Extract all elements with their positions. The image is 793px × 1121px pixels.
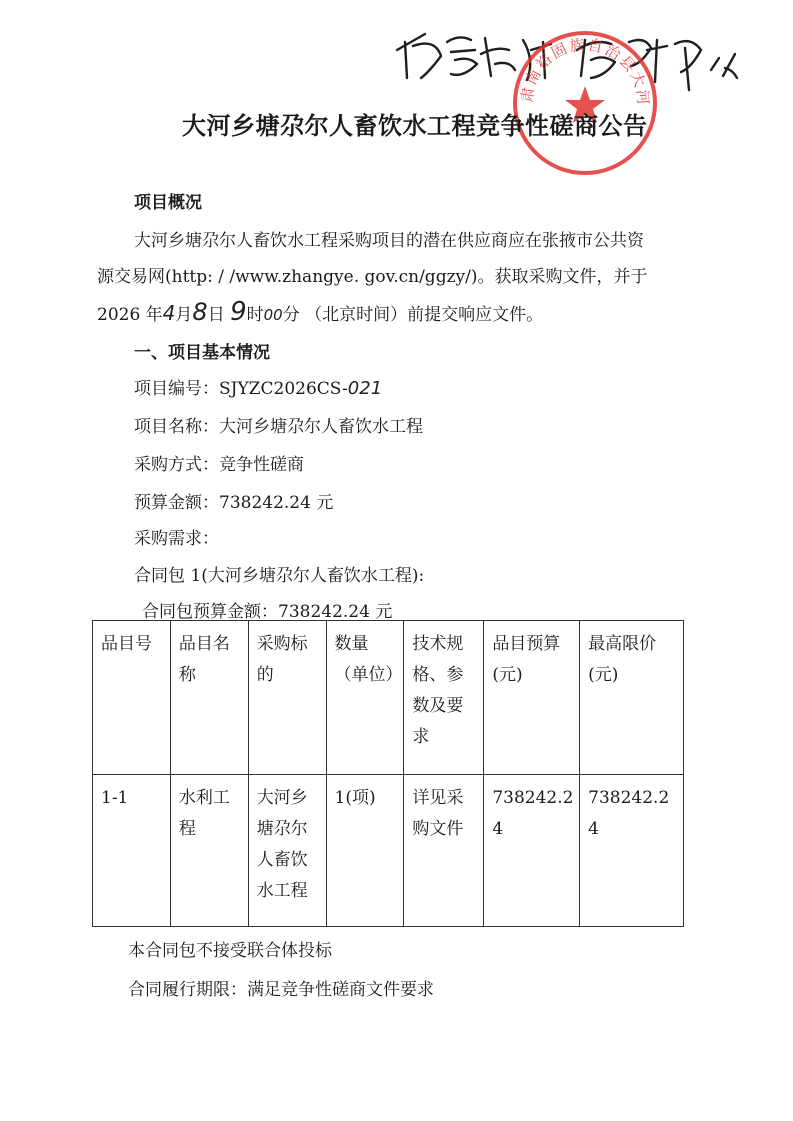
table-header-cell: 品目名称 [170, 621, 248, 775]
procurement-method: 采购方式：竞争性磋商 [134, 455, 304, 475]
table-header-cell: 数量（单位） [326, 621, 404, 775]
items-table [92, 620, 684, 927]
table-row [93, 775, 684, 927]
project-number-handwritten: 021 [347, 378, 383, 399]
page-title: 大河乡塘尕尔人畜饮水工程竞争性磋商公告 [182, 112, 648, 140]
overview-heading: 项目概况 [134, 193, 202, 213]
deadline-day-handwritten: 8 [192, 298, 208, 326]
deadline-month-handwritten: 4 [162, 301, 176, 325]
deadline-day-unit: 日 [207, 305, 225, 325]
deadline-year: 2026 年 [97, 305, 163, 325]
deadline-hour-handwritten: 9 [230, 297, 247, 327]
table-cell: 1-1 [93, 775, 171, 927]
package-budget: 合同包预算金额：738242.24 元 [142, 602, 393, 622]
deadline-minute-unit: 分 [282, 305, 300, 325]
seal-text: 肃南裕固族自治县大河乡人民政府 [501, 14, 653, 108]
deadline-minute-handwritten: 00 [263, 306, 283, 324]
deadline-hour-unit: 时 [246, 305, 264, 325]
table-cell: 水利工程 [170, 775, 248, 927]
procurement-demand: 采购需求： [134, 529, 219, 549]
deadline-month-unit: 月 [175, 305, 193, 325]
table-header-cell: 最高限价(元) [580, 621, 684, 775]
overview-line-1: 大河乡塘尕尔人畜饮水工程采购项目的潜在供应商应在张掖市公共资 [134, 231, 644, 251]
section-1-heading: 一、项目基本情况 [134, 343, 270, 363]
table-header-row [93, 621, 684, 775]
contract-package: 合同包 1(大河乡塘尕尔人畜饮水工程): [134, 566, 425, 586]
official-seal [501, 14, 660, 178]
overview-line-3 [97, 297, 543, 327]
svg-text:肃南裕固族自治县大河乡人民政府 [501, 14, 652, 107]
project-number-printed: SJYZC2026CS- [219, 379, 348, 399]
table-cell: 1(项) [326, 775, 404, 927]
table-header-cell: 品目预算(元) [484, 621, 580, 775]
table-cell: 738242.24 [580, 775, 684, 927]
project-number-label: 项目编号： [134, 379, 219, 399]
overview-line-2: 源交易网(http: / /www.zhangye. gov.cn/ggzy/)。获取采购文件，并于 [97, 267, 648, 287]
project-number [134, 374, 382, 399]
table-header-cell: 品目号 [93, 621, 171, 775]
table-header-cell: 采购标的 [248, 621, 326, 775]
deadline-note: （北京时间）前提交响应文件。 [305, 305, 544, 325]
table-header-cell: 技术规格、参数及要求 [404, 621, 484, 775]
joint-bid-note: 本合同包不接受联合体投标 [128, 941, 332, 961]
table-cell: 738242.24 [484, 775, 580, 927]
budget-amount: 预算金额：738242.24 元 [134, 493, 334, 513]
table-cell: 大河乡塘尕尔人畜饮水工程 [248, 775, 326, 927]
contract-period: 合同履行期限：满足竞争性磋商文件要求 [128, 980, 434, 1000]
table-cell: 详见采购文件 [404, 775, 484, 927]
project-name: 项目名称：大河乡塘尕尔人畜饮水工程 [134, 417, 423, 437]
